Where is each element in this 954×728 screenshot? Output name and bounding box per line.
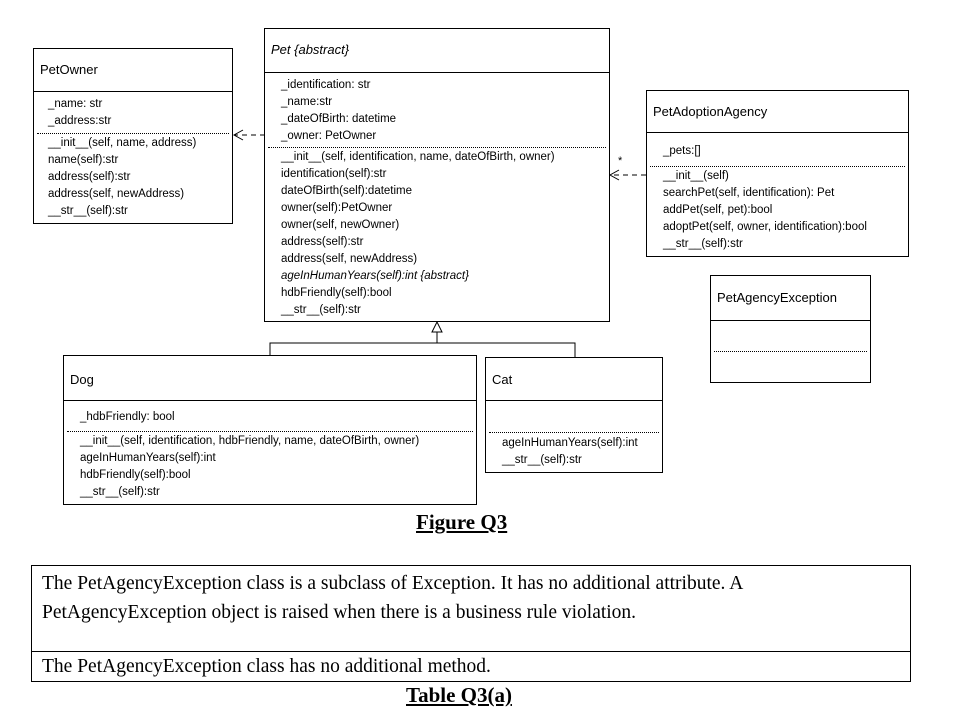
dog-class-name: Dog	[70, 372, 94, 387]
pet-owner-class-name: PetOwner	[40, 62, 98, 77]
table-row: The PetAgencyException class has no additional method.	[42, 656, 491, 677]
method: address(self, newAddress)	[48, 188, 185, 200]
pet-class-name: Pet {abstract}	[271, 42, 350, 57]
method: __str__(self):str	[281, 304, 361, 316]
method: __str__(self):str	[502, 454, 582, 466]
method: searchPet(self, identification): Pet	[663, 187, 835, 199]
pet-owner-dependency	[234, 130, 265, 140]
pet-attributes	[281, 77, 396, 145]
method: hdbFriendly(self):bool	[281, 287, 392, 299]
figure-caption: Figure Q3	[416, 510, 508, 534]
pet-owner-attributes	[48, 96, 111, 130]
attribute: _pets:[]	[663, 145, 701, 157]
attribute: _name:str	[281, 96, 333, 108]
method: identification(self):str	[281, 168, 387, 180]
pet-class	[264, 28, 610, 322]
pet-agency-exception-class	[710, 275, 871, 383]
method: address(self):str	[48, 171, 131, 183]
agency-attributes	[663, 143, 701, 160]
description-table	[31, 565, 911, 682]
multiplicity-label: *	[618, 155, 623, 167]
attribute: _hdbFriendly: bool	[80, 411, 175, 423]
table-row: The PetAgencyException class is a subclass of Exception. It has no additional attribute. A PetAgencyException object is raised when there is a business rule violation.	[42, 573, 743, 623]
method: address(self):str	[281, 236, 364, 248]
dog-methods	[80, 433, 419, 501]
inheritance-lines	[270, 322, 575, 357]
pet-adoption-agency-class	[646, 90, 909, 257]
attribute: _address:str	[48, 115, 112, 127]
method: owner(self, newOwner)	[281, 219, 400, 231]
method: hdbFriendly(self):bool	[80, 469, 191, 481]
method: __str__(self):str	[48, 205, 128, 217]
pet-owner-class	[33, 48, 233, 224]
method: name(self):str	[48, 154, 119, 166]
method: ageInHumanYears(self):int {abstract}	[281, 270, 469, 282]
method: addPet(self, pet):bool	[663, 204, 773, 216]
attribute: _identification: str	[281, 79, 371, 91]
method: ageInHumanYears(self):int	[80, 452, 216, 464]
method: owner(self):PetOwner	[281, 202, 393, 214]
method: __str__(self):str	[80, 486, 160, 498]
pet-methods	[281, 149, 555, 319]
method: __init__(self)	[663, 170, 729, 182]
dog-class	[63, 355, 477, 505]
agency-class-name: PetAdoptionAgency	[653, 104, 768, 119]
attribute: _dateOfBirth: datetime	[281, 113, 397, 125]
method: __init__(self, identification, hdbFriendly, name, dateOfBirth, owner)	[80, 435, 420, 447]
method: __init__(self, name, address)	[48, 137, 197, 149]
agency-methods	[663, 168, 867, 253]
method: adoptPet(self, owner, identification):bool	[663, 221, 867, 233]
method: __init__(self, identification, name, dateOfBirth, owner)	[281, 151, 555, 163]
method: address(self, newAddress)	[281, 253, 418, 265]
cat-methods	[502, 435, 638, 469]
dog-attributes	[80, 409, 175, 426]
pet-owner-methods	[48, 135, 196, 220]
method: __str__(self):str	[663, 238, 743, 250]
attribute: _name: str	[48, 98, 103, 110]
agency-pet-dependency	[610, 170, 646, 180]
table-caption: Table Q3(a)	[406, 683, 512, 707]
exception-class-name: PetAgencyException	[717, 290, 837, 305]
cat-class	[485, 357, 663, 473]
method: dateOfBirth(self):datetime	[281, 185, 413, 197]
attribute: _owner: PetOwner	[281, 130, 377, 142]
cat-class-name: Cat	[492, 372, 513, 387]
method: ageInHumanYears(self):int	[502, 437, 638, 449]
